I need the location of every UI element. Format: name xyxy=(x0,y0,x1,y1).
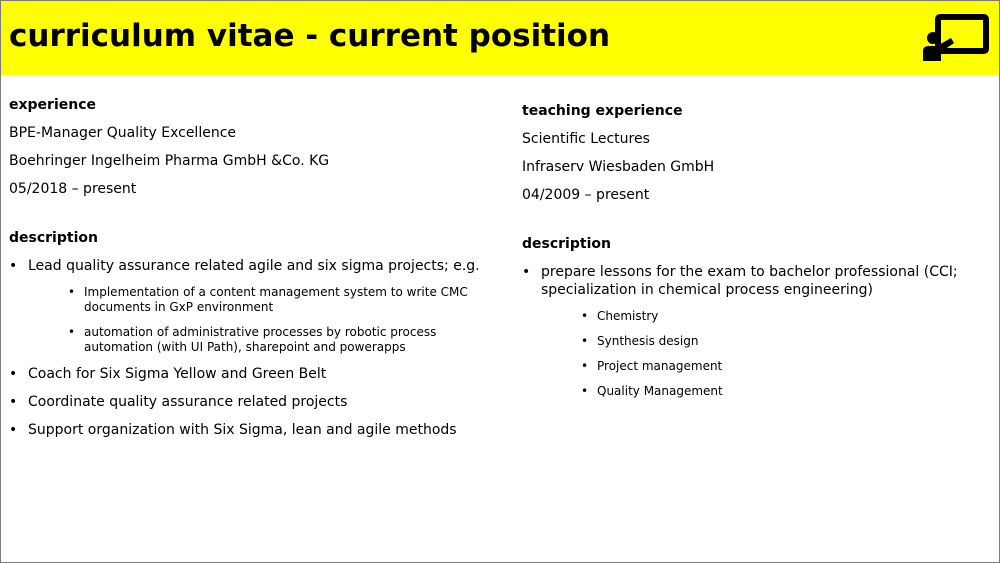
list-item: • Lead quality assurance related agile and six sigma projects; e.g. • Implementation of a content management system to write CMC documents in GxP environment • automation of administrative processes by robotic process automation (with UI Path), sharepoint and powerapps xyxy=(9,257,489,355)
sub-list-item: • automation of administrative processes by robotic process automation (with UI Path), sharepoint and powerapps xyxy=(28,325,489,355)
description-heading: description xyxy=(9,230,98,246)
teaching-column xyxy=(522,102,982,409)
experience-column xyxy=(9,96,489,449)
list-item: • Support organization with Six Sigma, lean and agile methods xyxy=(9,421,489,439)
title-bar xyxy=(1,1,999,75)
teaching-company: Infraserv Wiesbaden GmbH xyxy=(522,159,715,175)
sub-list-item: • Quality Management xyxy=(541,384,982,399)
slide-title: curriculum vitae - current position xyxy=(9,18,611,54)
sub-list-item: • Chemistry xyxy=(541,309,982,324)
description-list xyxy=(9,257,489,439)
presenter-at-whiteboard-icon xyxy=(921,13,991,63)
employment-period: 05/2018 – present xyxy=(9,181,137,197)
list-item: • prepare lessons for the exam to bachelor professional (CCI; specialization in chemical process engineering) • Chemistry • Synthesis design • Project management • Quality Management xyxy=(522,263,982,399)
teaching-role: Scientific Lectures xyxy=(522,131,650,147)
list-item: • Coordinate quality assurance related projects xyxy=(9,393,489,411)
sub-list xyxy=(541,309,982,399)
teaching-heading: teaching experience xyxy=(522,103,683,119)
teaching-description-heading: description xyxy=(522,236,611,252)
sub-list-item: • Synthesis design xyxy=(541,334,982,349)
sub-list-item: • Project management xyxy=(541,359,982,374)
list-item: • Coach for Six Sigma Yellow and Green Belt xyxy=(9,365,489,383)
sub-list-item: • Implementation of a content management system to write CMC documents in GxP environment xyxy=(28,285,489,315)
sub-list xyxy=(28,285,489,355)
experience-heading: experience xyxy=(9,97,97,113)
job-title: BPE-Manager Quality Excellence xyxy=(9,125,237,141)
teaching-period: 04/2009 – present xyxy=(522,187,650,203)
company-name: Boehringer Ingelheim Pharma GmbH &Co. KG xyxy=(9,153,330,169)
teaching-description-list xyxy=(522,263,982,399)
